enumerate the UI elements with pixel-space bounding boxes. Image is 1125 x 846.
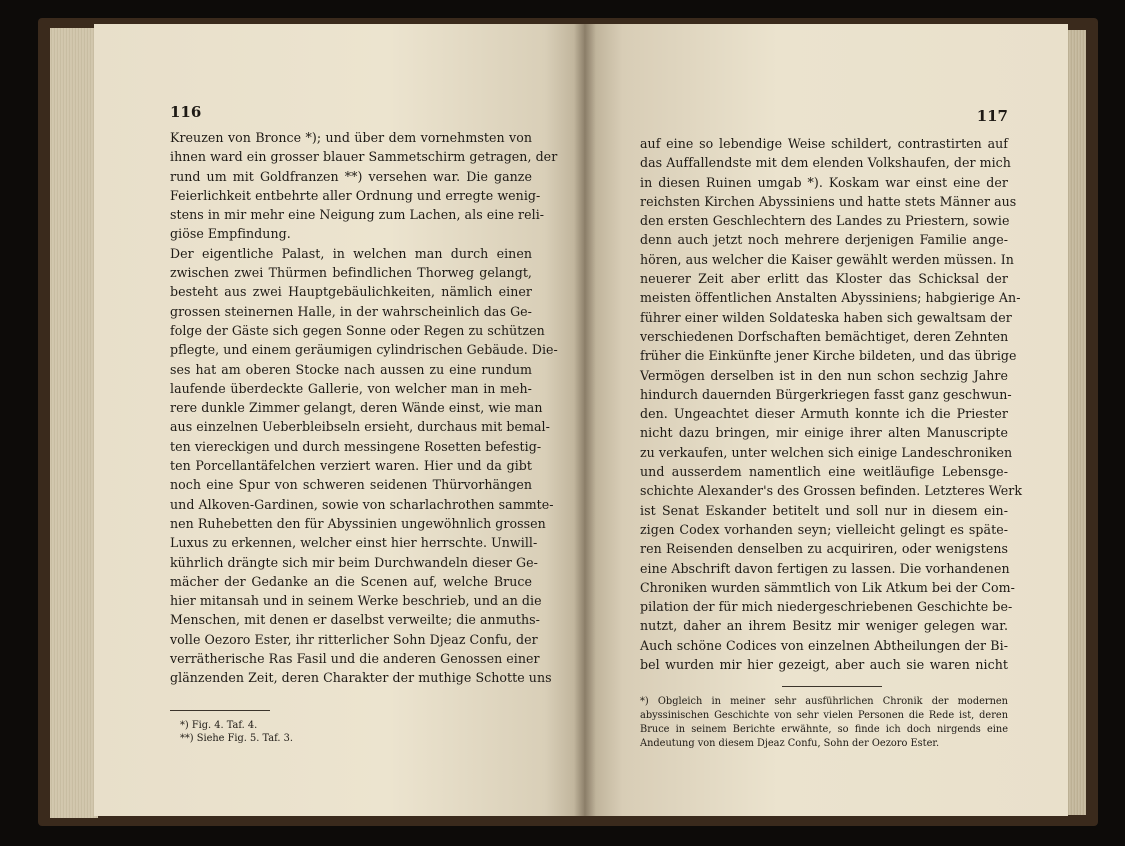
- text-line: auf eine so lebendige Weise schildert, contrastirten auf: [640, 136, 1008, 151]
- text-line: denn auch jetzt noch mehrere derjenigen Familie ange-: [640, 232, 1008, 248]
- text-line: neuerer Zeit aber erlitt das Kloster das Schicksal der: [640, 271, 1008, 287]
- text-line: den. Ungeachtet dieser Armuth konnte ich die Priester: [640, 406, 1008, 422]
- text-line: reichsten Kirchen Abyssiniens und hatte stets Männer aus: [640, 193, 1017, 209]
- text-line: rere dunkle Zimmer gelangt, deren Wände einst, wie man: [170, 400, 543, 416]
- text-line: zwischen zwei Thürmen befindlichen Thorweg gelangt,: [170, 265, 532, 281]
- text-line: nicht dazu bringen, mir einige ihrer alten Manuscripte: [640, 425, 1008, 441]
- page-number-right: 117: [976, 107, 1008, 125]
- text-line: den ersten Geschlechtern des Landes zu Priestern, sowie: [640, 213, 1010, 229]
- text-line: Kreuzen von Bronce *); und über dem vornehmsten von: [170, 130, 532, 145]
- text-line: eine Abschrift davon fertigen zu lassen. Die vorhandenen: [640, 560, 1010, 576]
- text-line: laufende überdeckte Gallerie, von welcher man in meh-: [170, 380, 532, 396]
- right-page: [584, 24, 1068, 816]
- footnote-line: *) Fig. 4. Taf. 4.: [180, 719, 258, 731]
- text-line: in diesen Ruinen umgab *). Koskam war einst eine der: [640, 174, 1008, 190]
- text-line: das Auffallendste mit dem elenden Volkshaufen, der mich: [640, 155, 1011, 171]
- text-line: glänzenden Zeit, deren Charakter der muthige Schotte uns: [170, 670, 552, 686]
- text-line: ist Senat Eskander betitelt und soll nur in diesem ein-: [640, 502, 1008, 518]
- right-body-text: [640, 134, 1023, 674]
- text-line: schichte Alexander's des Grossen befinden. Letzteres Werk: [640, 483, 1023, 499]
- text-line: verrätherische Ras Fasil und die anderen Genossen einer: [170, 651, 540, 667]
- text-line: folge der Gäste sich gegen Sonne oder Regen zu schützen: [170, 322, 545, 338]
- footnote-line: Bruce in seinem Berichte erwähnte, so finde ich doch nirgends eine: [640, 723, 1008, 735]
- text-line: hören, aus welcher die Kaiser gewählt werden müssen. In: [640, 251, 1014, 267]
- text-line: volle Oezoro Ester, ihr ritterlicher Sohn Djeaz Confu, der: [170, 631, 538, 647]
- text-line: ten viereckigen und durch messingene Rosetten befestig-: [170, 438, 542, 454]
- text-line: Feierlichkeit entbehrte aller Ordnung und erregte wenig-: [170, 187, 541, 203]
- footnote-line: *) Obgleich in meiner sehr ausführlichen Chronik der modernen: [640, 696, 1008, 708]
- text-line: führer einer wilden Soldateska haben sich gewaltsam der: [640, 309, 1012, 325]
- footnote-line: Andeutung von diesem Djeaz Confu, Sohn der Oezoro Ester.: [640, 737, 940, 749]
- text-line: zu verkaufen, unter welchen sich einige Landeschroniken: [640, 444, 1013, 460]
- left-body-text: [170, 128, 558, 688]
- text-line: pilation der für mich niedergeschriebenen Geschichte be-: [640, 599, 1013, 615]
- text-line: Vermögen derselben ist in den nun schon sechzig Jahre: [640, 367, 1008, 383]
- text-line: mächer der Gedanke an die Scenen auf, welche Bruce: [170, 573, 532, 589]
- text-line: zigen Codex vorhanden seyn; vielleicht gelingt es späte-: [640, 521, 1008, 537]
- text-line: Chroniken wurden sämmtlich von Lik Atkum bei der Com-: [640, 579, 1015, 595]
- footnote-rule-left: [170, 710, 270, 711]
- text-line: bel wurden mir hier gezeigt, aber auch sie waren nicht: [640, 657, 1008, 673]
- text-line: ten Porcellantäfelchen verziert waren. Hier und da gibt: [170, 458, 532, 474]
- text-line: rund um mit Goldfranzen **) versehen war. Die ganze: [170, 168, 532, 184]
- footnote-line: abyssinischen Geschichte von sehr vielen Personen die Rede ist, deren: [640, 710, 1008, 722]
- book-gutter: [574, 24, 596, 816]
- page-edges-left: [50, 28, 98, 818]
- text-line: Der eigentliche Palast, in welchen man durch einen: [170, 245, 532, 261]
- text-line: ses hat am oberen Stocke nach aussen zu eine rundum: [170, 361, 532, 377]
- text-line: besteht aus zwei Hauptgebäulichkeiten, nämlich einer: [170, 284, 532, 300]
- text-line: verschiedenen Dorfschaften bemächtiget, deren Zehnten: [640, 328, 1009, 344]
- text-line: und ausserdem namentlich eine weitläufige Lebensge-: [640, 464, 1008, 480]
- text-line: hier mitansah und in seinem Werke beschrieb, und an die: [170, 593, 542, 609]
- text-line: Menschen, mit denen er daselbst verweilte; die anmuths-: [170, 612, 540, 628]
- text-line: hindurch dauernden Bürgerkriegen fasst ganz geschwun-: [640, 386, 1012, 402]
- text-line: Luxus zu erkennen, welcher einst hier herrschte. Unwill-: [170, 535, 538, 551]
- text-line: meisten öffentlichen Anstalten Abyssiniens; habgierige An-: [640, 290, 1021, 306]
- footnote-line: **) Siehe Fig. 5. Taf. 3.: [180, 733, 293, 745]
- text-line: ren Reisenden denselben zu acquiriren, oder wenigstens: [640, 541, 1008, 557]
- footnote-rule-right: [782, 686, 882, 687]
- text-line: ihnen ward ein grosser blauer Sammetschirm getragen, der: [170, 149, 558, 165]
- left-page: [94, 24, 584, 816]
- right-footnotes: [640, 695, 1008, 750]
- text-line: Auch schöne Codices von einzelnen Abtheilungen der Bi-: [640, 637, 1008, 653]
- text-line: grossen steinernen Halle, in der wahrscheinlich das Ge-: [170, 303, 532, 319]
- text-line: pflegte, und einem geräumigen cylindrischen Gebäude. Die-: [170, 342, 558, 358]
- text-line: noch eine Spur von schweren seidenen Thürvorhängen: [170, 477, 532, 493]
- text-line: und Alkoven-Gardinen, sowie von scharlachrothen sammte-: [170, 496, 554, 512]
- page-number-left: 116: [170, 103, 202, 121]
- text-line: früher die Einkünfte jener Kirche bildeten, und das übrige: [640, 348, 1017, 364]
- text-line: nutzt, daher an ihrem Besitz mir weniger gelegen war.: [640, 618, 1008, 634]
- text-line: nen Ruhebetten den für Abyssinien ungewöhnlich grossen: [170, 515, 546, 531]
- text-line: kührlich drängte sich mir beim Durchwandeln dieser Ge-: [170, 554, 538, 570]
- text-line: giöse Empfindung.: [170, 226, 291, 242]
- text-line: stens in mir mehr eine Neigung zum Lachen, als eine reli-: [170, 207, 545, 223]
- text-line: aus einzelnen Ueberbleibseln ersieht, durchaus mit bemal-: [170, 419, 550, 435]
- left-footnotes: [170, 719, 532, 747]
